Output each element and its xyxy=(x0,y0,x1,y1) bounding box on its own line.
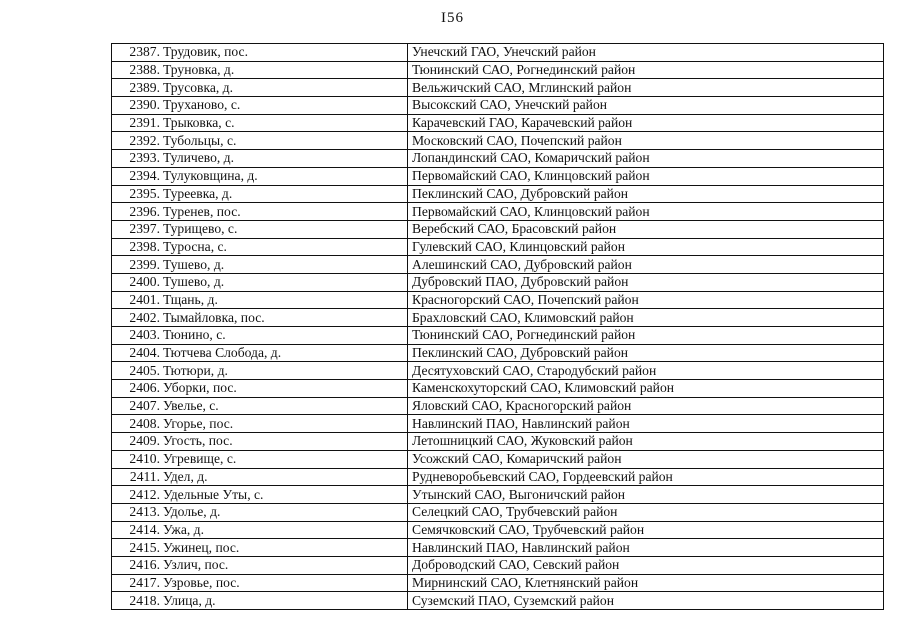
row-number: 2407. xyxy=(112,397,162,415)
settlement-name: Угорье, пос. xyxy=(161,415,408,433)
settlement-name: Турищево, с. xyxy=(161,220,408,238)
administrative-unit: Каменскохуторский САО, Климовский район xyxy=(408,380,884,398)
row-number: 2400. xyxy=(112,273,162,291)
table-row xyxy=(112,468,884,486)
settlements-table-body xyxy=(112,44,884,610)
table-row xyxy=(112,327,884,345)
settlement-name: Угость, пос. xyxy=(161,433,408,451)
settlement-name: Тубольцы, с. xyxy=(161,132,408,150)
row-number: 2413. xyxy=(112,503,162,521)
administrative-unit: Доброводский САО, Севский район xyxy=(408,556,884,574)
table-row xyxy=(112,521,884,539)
table-row xyxy=(112,486,884,504)
table-row xyxy=(112,44,884,62)
settlement-name: Тщань, д. xyxy=(161,291,408,309)
table-row xyxy=(112,114,884,132)
administrative-unit: Веребский САО, Брасовский район xyxy=(408,220,884,238)
table-row xyxy=(112,574,884,592)
administrative-unit: Пеклинский САО, Дубровский район xyxy=(408,344,884,362)
settlement-name: Тулуковщина, д. xyxy=(161,167,408,185)
table-row xyxy=(112,291,884,309)
row-number: 2401. xyxy=(112,291,162,309)
row-number: 2391. xyxy=(112,114,162,132)
settlement-name: Угревище, с. xyxy=(161,450,408,468)
administrative-unit: Селецкий САО, Трубчевский район xyxy=(408,503,884,521)
row-number: 2389. xyxy=(112,79,162,97)
table-row xyxy=(112,450,884,468)
settlement-name: Узлич, пос. xyxy=(161,556,408,574)
settlement-name: Тымайловка, пос. xyxy=(161,309,408,327)
administrative-unit: Тюнинский САО, Рогнединский район xyxy=(408,327,884,345)
row-number: 2390. xyxy=(112,97,162,115)
table-row xyxy=(112,61,884,79)
table-row xyxy=(112,415,884,433)
settlement-name: Туросна, с. xyxy=(161,238,408,256)
settlement-name: Туреевка, д. xyxy=(161,185,408,203)
table-row xyxy=(112,150,884,168)
settlement-name: Удел, д. xyxy=(161,468,408,486)
table-row xyxy=(112,79,884,97)
settlement-name: Тютюри, д. xyxy=(161,362,408,380)
row-number: 2412. xyxy=(112,486,162,504)
table-row xyxy=(112,203,884,221)
table-row xyxy=(112,238,884,256)
administrative-unit: Семячковский САО, Трубчевский район xyxy=(408,521,884,539)
administrative-unit: Мирнинский САО, Клетнянский район xyxy=(408,574,884,592)
settlement-name: Труновка, д. xyxy=(161,61,408,79)
table-row xyxy=(112,592,884,610)
row-number: 2410. xyxy=(112,450,162,468)
row-number: 2404. xyxy=(112,344,162,362)
table-row xyxy=(112,220,884,238)
administrative-unit: Рудневоробьевский САО, Гордеевский район xyxy=(408,468,884,486)
settlement-name: Тушево, д. xyxy=(161,256,408,274)
settlement-name: Трусовка, д. xyxy=(161,79,408,97)
table-row xyxy=(112,256,884,274)
row-number: 2402. xyxy=(112,309,162,327)
settlement-name: Узровье, пос. xyxy=(161,574,408,592)
settlement-name: Трыковка, с. xyxy=(161,114,408,132)
row-number: 2392. xyxy=(112,132,162,150)
table-row xyxy=(112,556,884,574)
table-row xyxy=(112,97,884,115)
settlement-name: Труханово, с. xyxy=(161,97,408,115)
row-number: 2416. xyxy=(112,556,162,574)
administrative-unit: Красногорский САО, Почепский район xyxy=(408,291,884,309)
table-row xyxy=(112,273,884,291)
table-row xyxy=(112,503,884,521)
settlement-name: Трудовик, пос. xyxy=(161,44,408,62)
settlement-name: Ужинец, пос. xyxy=(161,539,408,557)
administrative-unit: Первомайский САО, Клинцовский район xyxy=(408,167,884,185)
administrative-unit: Пеклинский САО, Дубровский район xyxy=(408,185,884,203)
table-row xyxy=(112,132,884,150)
administrative-unit: Тюнинский САО, Рогнединский район xyxy=(408,61,884,79)
settlement-name: Улица, д. xyxy=(161,592,408,610)
administrative-unit: Дубровский ПАО, Дубровский район xyxy=(408,273,884,291)
table-row xyxy=(112,344,884,362)
row-number: 2398. xyxy=(112,238,162,256)
table-row xyxy=(112,539,884,557)
table-row xyxy=(112,433,884,451)
page-number: I56 xyxy=(441,10,464,26)
settlement-name: Ужа, д. xyxy=(161,521,408,539)
administrative-unit: Брахловский САО, Климовский район xyxy=(408,309,884,327)
row-number: 2399. xyxy=(112,256,162,274)
settlement-name: Тюнино, с. xyxy=(161,327,408,345)
settlement-name: Туличево, д. xyxy=(161,150,408,168)
table-row xyxy=(112,185,884,203)
administrative-unit: Яловский САО, Красногорский район xyxy=(408,397,884,415)
administrative-unit: Летошницкий САО, Жуковский район xyxy=(408,433,884,451)
administrative-unit: Московский САО, Почепский район xyxy=(408,132,884,150)
administrative-unit: Гулевский САО, Клинцовский район xyxy=(408,238,884,256)
administrative-unit: Карачевский ГАО, Карачевский район xyxy=(408,114,884,132)
row-number: 2417. xyxy=(112,574,162,592)
administrative-unit: Усожский САО, Комаричский район xyxy=(408,450,884,468)
row-number: 2387. xyxy=(112,44,162,62)
administrative-unit: Первомайский САО, Клинцовский район xyxy=(408,203,884,221)
settlement-name: Удолье, д. xyxy=(161,503,408,521)
row-number: 2409. xyxy=(112,433,162,451)
administrative-unit: Алешинский САО, Дубровский район xyxy=(408,256,884,274)
row-number: 2408. xyxy=(112,415,162,433)
table-row xyxy=(112,380,884,398)
settlement-name: Тушево, д. xyxy=(161,273,408,291)
row-number: 2411. xyxy=(112,468,162,486)
administrative-unit: Навлинский ПАО, Навлинский район xyxy=(408,415,884,433)
administrative-unit: Навлинский ПАО, Навлинский район xyxy=(408,539,884,557)
table-row xyxy=(112,167,884,185)
settlement-name: Увелье, с. xyxy=(161,397,408,415)
row-number: 2403. xyxy=(112,327,162,345)
settlement-name: Уборки, пос. xyxy=(161,380,408,398)
settlement-name: Туренев, пос. xyxy=(161,203,408,221)
row-number: 2388. xyxy=(112,61,162,79)
settlement-name: Тютчева Слобода, д. xyxy=(161,344,408,362)
row-number: 2394. xyxy=(112,167,162,185)
row-number: 2397. xyxy=(112,220,162,238)
table-row xyxy=(112,309,884,327)
settlements-table xyxy=(111,43,884,610)
administrative-unit: Десятуховский САО, Стародубский район xyxy=(408,362,884,380)
row-number: 2393. xyxy=(112,150,162,168)
row-number: 2418. xyxy=(112,592,162,610)
administrative-unit: Суземский ПАО, Суземский район xyxy=(408,592,884,610)
administrative-unit: Утынский САО, Выгоничский район xyxy=(408,486,884,504)
settlement-name: Удельные Уты, с. xyxy=(161,486,408,504)
table-row xyxy=(112,397,884,415)
row-number: 2396. xyxy=(112,203,162,221)
row-number: 2405. xyxy=(112,362,162,380)
administrative-unit: Унечский ГАО, Унечский район xyxy=(408,44,884,62)
row-number: 2395. xyxy=(112,185,162,203)
row-number: 2415. xyxy=(112,539,162,557)
row-number: 2414. xyxy=(112,521,162,539)
administrative-unit: Лопандинский САО, Комаричский район xyxy=(408,150,884,168)
administrative-unit: Высокский САО, Унечский район xyxy=(408,97,884,115)
table-row xyxy=(112,362,884,380)
row-number: 2406. xyxy=(112,380,162,398)
administrative-unit: Вельжичский САО, Мглинский район xyxy=(408,79,884,97)
